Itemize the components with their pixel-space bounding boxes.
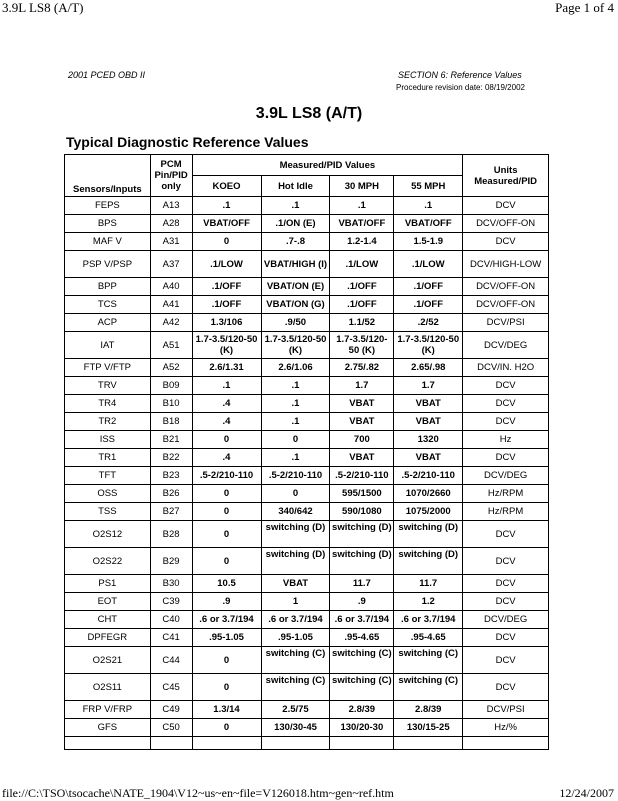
cell-sensor: TFT	[65, 467, 151, 485]
cell-sensor: O2S12	[65, 521, 151, 548]
cell-koeo: .1	[192, 197, 261, 215]
cell-m55: .95-4.65	[394, 629, 463, 647]
cell-m30: VBAT	[330, 413, 394, 431]
cell-pid: C45	[150, 674, 192, 701]
cell-unit: Hz/RPM	[463, 485, 549, 503]
cell-koeo: 1.7-3.5/120-50 (K)	[192, 332, 261, 359]
cell-empty	[261, 737, 330, 750]
cell-idle: .1	[261, 377, 330, 395]
cell-m30: .5-2/210-110	[330, 467, 394, 485]
header-hot-idle: Hot Idle	[261, 176, 330, 197]
cell-sensor: PSP V/PSP	[65, 251, 151, 278]
table-row	[65, 377, 549, 395]
cell-unit: DCV/OFF-ON	[463, 215, 549, 233]
cell-pid: C49	[150, 701, 192, 719]
cell-pid: B26	[150, 485, 192, 503]
cell-sensor: PS1	[65, 575, 151, 593]
cell-unit: DCV/IN. H2O	[463, 359, 549, 377]
cell-sensor: O2S21	[65, 647, 151, 674]
cell-idle: 130/30-45	[261, 719, 330, 737]
cell-koeo: .4	[192, 449, 261, 467]
cell-pid: B10	[150, 395, 192, 413]
cell-m30: .1	[330, 197, 394, 215]
cell-m55: VBAT	[394, 413, 463, 431]
cell-m30: 130/20-30	[330, 719, 394, 737]
cell-unit: Hz	[463, 431, 549, 449]
cell-idle: .1	[261, 449, 330, 467]
cell-unit: DCV	[463, 647, 549, 674]
cell-idle: .1/ON (E)	[261, 215, 330, 233]
cell-m30: .1/OFF	[330, 296, 394, 314]
cell-m30: VBAT	[330, 449, 394, 467]
cell-unit: DCV	[463, 395, 549, 413]
cell-pid: B22	[150, 449, 192, 467]
cell-pid: B27	[150, 503, 192, 521]
cell-unit: DCV/OFF-ON	[463, 296, 549, 314]
cell-sensor: O2S22	[65, 548, 151, 575]
table-row-empty	[65, 737, 549, 750]
cell-m55: switching (C)	[394, 674, 463, 701]
table-row	[65, 278, 549, 296]
cell-idle: .1	[261, 197, 330, 215]
cell-m55: 1075/2000	[394, 503, 463, 521]
cell-sensor: EOT	[65, 593, 151, 611]
cell-idle: .1	[261, 395, 330, 413]
cell-koeo: .1/OFF	[192, 278, 261, 296]
page-title: 3.9L LS8 (A/T)	[255, 105, 363, 122]
table-row	[65, 593, 549, 611]
cell-m30: 1.2-1.4	[330, 233, 394, 251]
cell-koeo: 10.5	[192, 575, 261, 593]
cell-m55: 1.7-3.5/120-50 (K)	[394, 332, 463, 359]
table-row	[65, 431, 549, 449]
table-row	[65, 467, 549, 485]
cell-idle: 2.5/75	[261, 701, 330, 719]
cell-m55: 1.7	[394, 377, 463, 395]
cell-koeo: 1.3/14	[192, 701, 261, 719]
cell-m55: .1/LOW	[394, 251, 463, 278]
cell-sensor: DPFEGR	[65, 629, 151, 647]
cell-pid: A31	[150, 233, 192, 251]
cell-idle: switching (D)	[261, 548, 330, 575]
cell-idle: switching (C)	[261, 674, 330, 701]
cell-koeo: 1.3/106	[192, 314, 261, 332]
cell-pid: C40	[150, 611, 192, 629]
cell-idle: 0	[261, 431, 330, 449]
cell-m55: 2.65/.98	[394, 359, 463, 377]
cell-idle: 1	[261, 593, 330, 611]
header-55mph: 55 MPH	[394, 176, 463, 197]
cell-unit: Hz/RPM	[463, 503, 549, 521]
cell-unit: Hz/%	[463, 719, 549, 737]
cell-pid: A40	[150, 278, 192, 296]
cell-sensor: BPP	[65, 278, 151, 296]
cell-m55: .5-2/210-110	[394, 467, 463, 485]
cell-m30: 700	[330, 431, 394, 449]
header-koeo: KOEO	[192, 176, 261, 197]
cell-pid: B28	[150, 521, 192, 548]
cell-m55: .1/OFF	[394, 296, 463, 314]
header-measured: Measured/PID Values	[192, 155, 463, 176]
cell-empty	[463, 737, 549, 750]
cell-idle: VBAT	[261, 575, 330, 593]
cell-idle: switching (D)	[261, 521, 330, 548]
cell-unit: DCV	[463, 233, 549, 251]
cell-m30: 590/1080	[330, 503, 394, 521]
cell-m55: .1/OFF	[394, 278, 463, 296]
cell-unit: DCV	[463, 197, 549, 215]
reference-values-table	[64, 154, 549, 750]
table-row	[65, 629, 549, 647]
cell-sensor: TR2	[65, 413, 151, 431]
cell-pid: A37	[150, 251, 192, 278]
cell-pid: C50	[150, 719, 192, 737]
cell-m30: switching (D)	[330, 521, 394, 548]
table-row	[65, 674, 549, 701]
cell-pid: B30	[150, 575, 192, 593]
header-sensors: Sensors/Inputs	[65, 155, 151, 197]
doc-header-revision: Procedure revision date: 08/19/2002	[396, 83, 525, 92]
cell-pid: C39	[150, 593, 192, 611]
cell-m30: 1.7	[330, 377, 394, 395]
doc-header-section: SECTION 6: Reference Values	[398, 70, 522, 80]
cell-sensor: TSS	[65, 503, 151, 521]
cell-m55: VBAT	[394, 395, 463, 413]
cell-idle: .6 or 3.7/194	[261, 611, 330, 629]
cell-sensor: FRP V/FRP	[65, 701, 151, 719]
cell-m30: 1.7-3.5/120-50 (K)	[330, 332, 394, 359]
cell-koeo: .95-1.05	[192, 629, 261, 647]
cell-m55: switching (C)	[394, 647, 463, 674]
cell-pid: B09	[150, 377, 192, 395]
cell-pid: C41	[150, 629, 192, 647]
cell-m30: switching (D)	[330, 548, 394, 575]
cell-m30: 11.7	[330, 575, 394, 593]
cell-unit: DCV/DEG	[463, 611, 549, 629]
cell-pid: B23	[150, 467, 192, 485]
cell-empty	[192, 737, 261, 750]
table-row	[65, 332, 549, 359]
cell-unit: DCV	[463, 377, 549, 395]
cell-unit: DCV/OFF-ON	[463, 278, 549, 296]
cell-sensor: O2S11	[65, 674, 151, 701]
cell-koeo: .4	[192, 395, 261, 413]
table-row	[65, 611, 549, 629]
header-30mph: 30 MPH	[330, 176, 394, 197]
cell-unit: DCV	[463, 413, 549, 431]
cell-m30: 2.75/.82	[330, 359, 394, 377]
cell-idle: 340/642	[261, 503, 330, 521]
cell-pid: A28	[150, 215, 192, 233]
cell-unit: DCV	[463, 521, 549, 548]
table-row	[65, 251, 549, 278]
cell-koeo: .9	[192, 593, 261, 611]
cell-idle: .1	[261, 413, 330, 431]
cell-idle: VBAT/HIGH (I)	[261, 251, 330, 278]
cell-koeo: 0	[192, 485, 261, 503]
cell-idle: VBAT/ON (E)	[261, 278, 330, 296]
cell-koeo: 0	[192, 548, 261, 575]
cell-sensor: MAF V	[65, 233, 151, 251]
cell-sensor: TR1	[65, 449, 151, 467]
table-row	[65, 233, 549, 251]
cell-m55: .2/52	[394, 314, 463, 332]
cell-idle: switching (C)	[261, 647, 330, 674]
cell-koeo: .1/LOW	[192, 251, 261, 278]
cell-pid: B29	[150, 548, 192, 575]
cell-koeo: .4	[192, 413, 261, 431]
cell-koeo: .6 or 3.7/194	[192, 611, 261, 629]
table-row	[65, 449, 549, 467]
cell-koeo: 0	[192, 719, 261, 737]
cell-idle: VBAT/ON (G)	[261, 296, 330, 314]
cell-koeo: .1/OFF	[192, 296, 261, 314]
page-subtitle: Typical Diagnostic Reference Values	[66, 134, 309, 150]
table-row	[65, 359, 549, 377]
cell-unit: DCV	[463, 629, 549, 647]
print-header-title: 3.9L LS8 (A/T)	[2, 0, 84, 15]
table-row	[65, 413, 549, 431]
cell-pid: A13	[150, 197, 192, 215]
cell-koeo: 0	[192, 674, 261, 701]
cell-pid: C44	[150, 647, 192, 674]
cell-m55: .6 or 3.7/194	[394, 611, 463, 629]
table-row	[65, 701, 549, 719]
cell-unit: DCV	[463, 449, 549, 467]
cell-sensor: BPS	[65, 215, 151, 233]
cell-idle: .7-.8	[261, 233, 330, 251]
table-row	[65, 503, 549, 521]
header-pcm-pid: PCM Pin/PID only	[150, 155, 192, 197]
table-row	[65, 197, 549, 215]
cell-unit: DCV/DEG	[463, 332, 549, 359]
cell-pid: A52	[150, 359, 192, 377]
cell-m30: .9	[330, 593, 394, 611]
cell-koeo: .1	[192, 377, 261, 395]
cell-empty	[65, 737, 151, 750]
cell-m55: 1320	[394, 431, 463, 449]
cell-m55: 130/15-25	[394, 719, 463, 737]
cell-sensor: FTP V/FTP	[65, 359, 151, 377]
cell-idle: 0	[261, 485, 330, 503]
cell-koeo: 0	[192, 647, 261, 674]
cell-sensor: TRV	[65, 377, 151, 395]
cell-pid: B18	[150, 413, 192, 431]
cell-pid: A51	[150, 332, 192, 359]
cell-empty	[150, 737, 192, 750]
cell-m30: VBAT	[330, 395, 394, 413]
cell-m30: .1/LOW	[330, 251, 394, 278]
table-row	[65, 548, 549, 575]
cell-unit: DCV	[463, 548, 549, 575]
table-row	[65, 647, 549, 674]
cell-m55: VBAT/OFF	[394, 215, 463, 233]
cell-koeo: VBAT/OFF	[192, 215, 261, 233]
cell-m30: switching (C)	[330, 647, 394, 674]
cell-pid: A41	[150, 296, 192, 314]
print-header-page: Page 1 of 4	[555, 0, 614, 15]
cell-m30: 1.1/52	[330, 314, 394, 332]
cell-koeo: 0	[192, 431, 261, 449]
cell-m55: .1	[394, 197, 463, 215]
table-row	[65, 215, 549, 233]
doc-header-left: 2001 PCED OBD II	[68, 70, 146, 80]
cell-koeo: 0	[192, 503, 261, 521]
cell-idle: .5-2/210-110	[261, 467, 330, 485]
header-units: Units Measured/PID	[463, 155, 549, 197]
cell-sensor: CHT	[65, 611, 151, 629]
cell-m55: 1070/2660	[394, 485, 463, 503]
cell-sensor: ISS	[65, 431, 151, 449]
cell-koeo: 0	[192, 521, 261, 548]
cell-m55: 1.5-1.9	[394, 233, 463, 251]
table-row	[65, 296, 549, 314]
cell-m55: 1.2	[394, 593, 463, 611]
table-row	[65, 395, 549, 413]
cell-m55: VBAT	[394, 449, 463, 467]
cell-unit: DCV	[463, 575, 549, 593]
cell-m30: .6 or 3.7/194	[330, 611, 394, 629]
cell-m30: 595/1500	[330, 485, 394, 503]
cell-idle: 2.6/1.06	[261, 359, 330, 377]
cell-unit: DCV/HIGH-LOW	[463, 251, 549, 278]
cell-unit: DCV	[463, 593, 549, 611]
cell-sensor: FEPS	[65, 197, 151, 215]
cell-unit: DCV	[463, 674, 549, 701]
cell-unit: DCV/DEG	[463, 467, 549, 485]
cell-m30: 2.8/39	[330, 701, 394, 719]
table-row	[65, 521, 549, 548]
table-row	[65, 719, 549, 737]
cell-m55: 2.8/39	[394, 701, 463, 719]
cell-sensor: OSS	[65, 485, 151, 503]
cell-m55: switching (D)	[394, 548, 463, 575]
cell-m30: VBAT/OFF	[330, 215, 394, 233]
cell-koeo: 0	[192, 233, 261, 251]
table-body	[65, 197, 549, 750]
cell-sensor: IAT	[65, 332, 151, 359]
table-row	[65, 314, 549, 332]
print-footer-path: file://C:\TSO\tsocache\NATE_1904\V12~us~en~file=V126018.htm~gen~ref.htm	[2, 786, 394, 800]
cell-m30: .1/OFF	[330, 278, 394, 296]
cell-idle: .95-1.05	[261, 629, 330, 647]
table-row	[65, 575, 549, 593]
print-footer-date: 12/24/2007	[559, 786, 614, 800]
cell-empty	[394, 737, 463, 750]
cell-idle: 1.7-3.5/120-50 (K)	[261, 332, 330, 359]
cell-koeo: 2.6/1.31	[192, 359, 261, 377]
cell-m30: .95-4.65	[330, 629, 394, 647]
cell-m30: switching (C)	[330, 674, 394, 701]
cell-empty	[330, 737, 394, 750]
cell-idle: .9/50	[261, 314, 330, 332]
cell-sensor: GFS	[65, 719, 151, 737]
cell-unit: DCV/PSI	[463, 314, 549, 332]
cell-pid: B21	[150, 431, 192, 449]
cell-pid: A42	[150, 314, 192, 332]
cell-unit: DCV/PSI	[463, 701, 549, 719]
cell-sensor: TCS	[65, 296, 151, 314]
cell-koeo: .5-2/210-110	[192, 467, 261, 485]
table-row	[65, 485, 549, 503]
cell-m55: 11.7	[394, 575, 463, 593]
cell-m55: switching (D)	[394, 521, 463, 548]
cell-sensor: ACP	[65, 314, 151, 332]
cell-sensor: TR4	[65, 395, 151, 413]
